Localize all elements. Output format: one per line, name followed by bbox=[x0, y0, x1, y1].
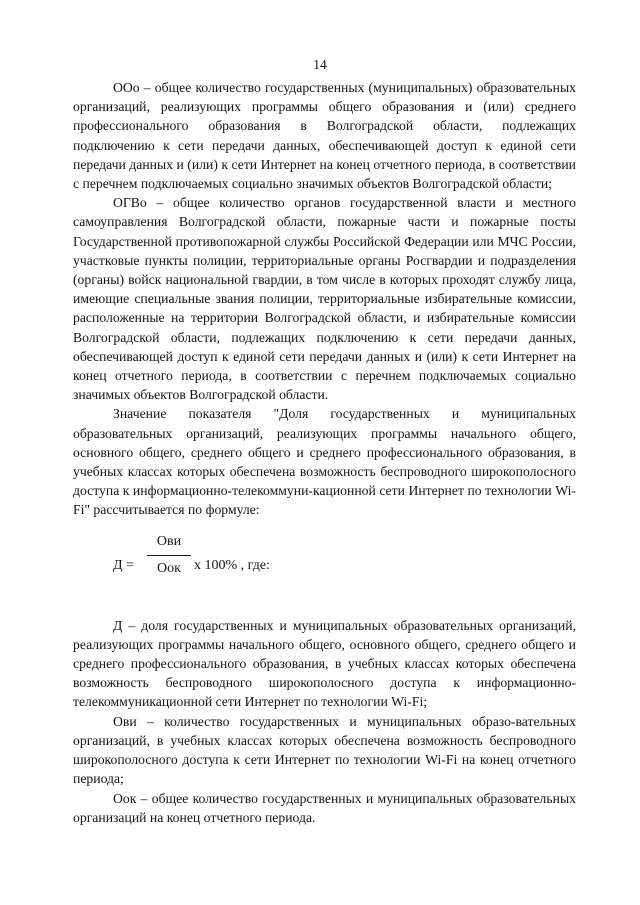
formula-denominator: Оок bbox=[157, 560, 181, 576]
page-number: 14 bbox=[313, 57, 327, 72]
paragraph-oo-definition: ООо – общее количество государственных (муниципальных) образовательных организаций, реализующих программы общего образования и (или) среднего профессионального образования в Волгоградской области, подлежащих подключению к сети передачи данных, обеспечивающей доступ к единой сети передачи данных и (или) к сети Интернет на конец отчетного периода, в соответствии с перечнем подключаемых социально значимых объектов Волгоградской области; bbox=[73, 80, 576, 192]
formula-numerator: Ови bbox=[156, 533, 182, 549]
paragraph-ook-definition: Оок – общее количество государственных и муниципальных образовательных организаций на конец отчетного периода. bbox=[73, 790, 576, 825]
formula bbox=[73, 520, 576, 616]
formula-lhs: Д = bbox=[113, 557, 134, 573]
formula-rhs: х 100% , где: bbox=[194, 557, 270, 573]
fraction-bar bbox=[147, 555, 191, 556]
paragraph-ovi-definition: Ови – количество государственных и муниципальных образо-вательных организаций, в учебных классах которых обеспечена возможность беспроводного широкополосного доступа к сети Интернет по технологии Wi-Fi на конец отчетного периода; bbox=[73, 713, 576, 787]
formula-fraction bbox=[147, 532, 191, 579]
document-body bbox=[73, 78, 576, 827]
paragraph-d-definition: Д – доля государственных и муниципальных образовательных организаций, реализующих программы начального общего, основного общего, среднего общего и среднего профессионального образования, в учебных классах которых обеспечена возможность беспроводного широкополосного доступа к информационно-телекоммуникационной сети Интернет по технологии Wi-Fi; bbox=[73, 617, 576, 710]
paragraph-ogvo-definition: ОГВо – общее количество органов государственной власти и местного самоуправления Волгоградской области, пожарные части и пожарные посты Государственной противопожарной службы Российской Федерации или МЧС России, участковые пункты полиции, территориальные органы Росгвардии и подразделения (органы) войск национальной гвардии, в том числе в которых проходят службу лица, имеющие специальные звания полиции, территориальные избирательные комиссии, расположенные на территории Волгоградской области, и избирательные комиссии Волгоградской области, подлежащих подключению к сети передачи данных, обеспечивающей доступ к единой сети передачи данных и (или) к сети Интернет на конец отчетного периода, в соответствии с перечнем подключаемых социально значимых объектов Волгоградской области. bbox=[73, 195, 576, 403]
paragraph-indicator-value: Значение показателя "Доля государственных и муниципальных образовательных организаций, реализующих программы начального общего, основного общего, среднего общего и среднего профессионального образования, в учебных классах которых обеспечена возможность беспроводного широкополосного доступа к информационно-телекоммуни-кационной сети Интернет по технологии Wi-Fi" рассчитывается по формуле: bbox=[73, 406, 576, 518]
